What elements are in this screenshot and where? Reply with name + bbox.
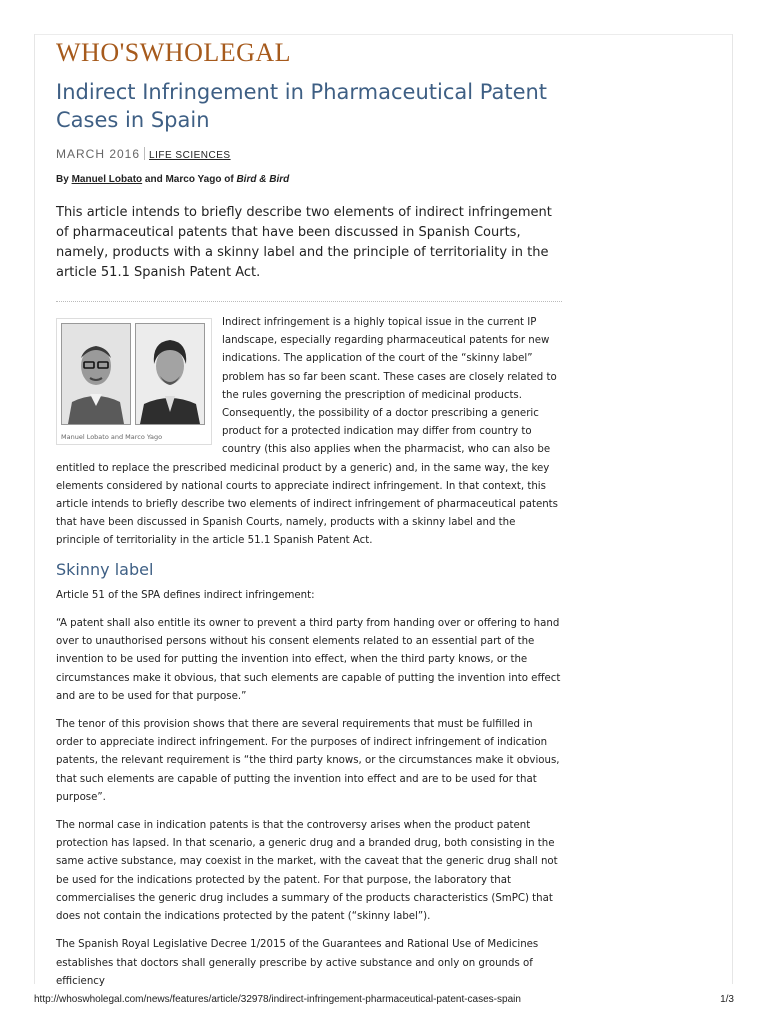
author-photos-figure <box>56 318 212 445</box>
logo-part-2: WHOLEGAL <box>139 38 292 67</box>
dotted-divider <box>56 301 562 302</box>
subhead-skinny-label: Skinny label <box>56 559 154 579</box>
quote-paragraph: “A patent shall also entitle its owner to prevent a third party from handing over or offering to hand over to unauthorised persons without his consent elements related to an essential part of the invention to be used for putting the invention into effect, when the third party knows, or the circumstances make it obvious, that such elements are capable of putting the invention into effect and are to be used for that purpose.” <box>56 618 561 702</box>
site-logo[interactable] <box>56 38 562 68</box>
body-paragraph: Article 51 of the SPA defines indirect infringement: <box>56 589 315 601</box>
byline <box>56 174 562 185</box>
section-link[interactable]: LIFE SCIENCES <box>149 150 231 161</box>
author-photo-yago <box>135 323 205 425</box>
page-frame-top <box>34 34 733 35</box>
article-meta <box>56 147 562 161</box>
article-title: Indirect Infringement in Pharmaceutical Patent Cases in Spain <box>56 80 548 132</box>
intro-paragraph: Indirect infringement is a highly topical issue in the current IP landscape, especially regarding pharmaceutical patents for new indications. The application of the court of the “skinny label” problem has so far been scant. These cases are closely related to the rules governing the prescription of medicinal products. Consequently, the possibility of a doctor prescribing a generic product for a protected indication may differ from country to country (this also applies when the pharmacist, who can also be entitled to replace the prescribed medicinal product by a generic) and, in the same way, the key elements considered by national courts to appreciate indirect infringement. In that context, this article intends to briefly describe two elements of indirect infringement of pharmaceutical patents that have been discussed in Spanish Courts, namely, products with a skinny label and the principle of territoriality in the article 51.1 Spanish Patent Act. <box>56 317 558 547</box>
author-link[interactable]: Manuel Lobato <box>71 174 143 185</box>
byline-connector: and Marco Yago of <box>144 174 234 185</box>
author-photo-lobato <box>61 323 131 425</box>
article-date: MARCH 2016 <box>56 147 141 161</box>
article-lede: This article intends to briefly describe two elements of indirect infringement of pharmaceutical patents that have been discussed in Spanish Courts, namely, products with a skinny label and the principle of territoriality in the article 51.1 Spanish Patent Act. <box>56 205 552 280</box>
byline-firm: Bird & Bird <box>236 174 290 185</box>
page-frame-left <box>34 34 35 984</box>
body-paragraph: The tenor of this provision shows that there are several requirements that must be fulfilled in order to appreciate indirect infringement. For the purposes of indirect infringement of indication patents, the relevant requirement is “the third party knows, or the circumstances make it obvious, that such elements are capable of putting the invention into effect and are to be used for that purpose”. <box>56 719 560 803</box>
photo-caption: Manuel Lobato and Marco Yago <box>61 433 163 441</box>
article-container <box>56 38 562 1001</box>
logo-part-1: WHO'S <box>56 38 140 67</box>
print-page-number: 1/3 <box>720 994 734 1005</box>
article-body <box>56 314 562 991</box>
author-photos <box>61 323 207 425</box>
print-url: http://whoswholegal.com/news/features/article/32978/indirect-infringement-pharmaceutical-patent-cases-spain <box>34 994 521 1005</box>
body-paragraph: The Spanish Royal Legislative Decree 1/2015 of the Guarantees and Rational Use of Medicines establishes that doctors shall generally prescribe by active substance and only on grounds of efficiency <box>56 939 539 987</box>
page-frame-right <box>732 34 733 984</box>
byline-prefix: By <box>56 174 69 185</box>
meta-divider <box>144 147 145 160</box>
body-paragraph: The normal case in indication patents is that the controversy arises when the product patent protection has lapsed. In that scenario, a generic drug and a branded drug, both consisting in the same active substance, may coexist in the market, with the caveat that the generic drug shall not be used for the indications protected by the patent. For that purpose, the laboratory that commercialises the generic drug includes a summary of the products characteristics (SmPC) that does not contain the indications protected by the patent (“skinny label”). <box>56 820 558 923</box>
